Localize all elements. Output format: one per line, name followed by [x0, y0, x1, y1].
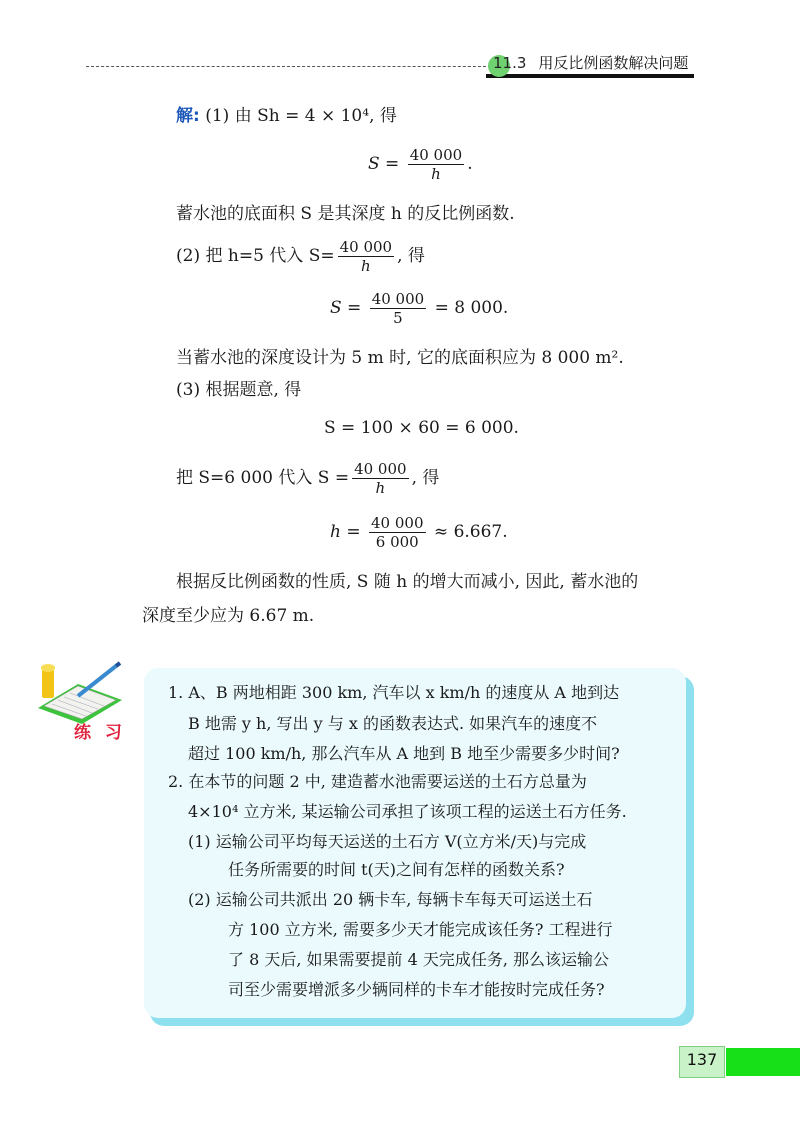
fraction: $\frac{40 000}{6 000}$ [371, 514, 424, 551]
solution-part3-substitution: 把 S=6 000 代入 S = $\frac{40 000}{h}$ , 得 [176, 460, 440, 497]
header-solid-rule [486, 74, 694, 78]
exercise-q2b-line1: (2) 运输公司共派出 20 辆卡车, 每辆卡车每天可运送土石 [188, 890, 593, 909]
solution-part3-intro: (3) 根据题意, 得 [176, 380, 302, 400]
fraction: $\frac{40 000}{h}$ [409, 146, 463, 183]
solution-part2-intro: (2) 把 h=5 代入 S= $\frac{40 000}{h}$ , 得 [176, 238, 425, 275]
exercise-q2a-line2: 任务所需要的时间 t(天)之间有怎样的函数关系? [228, 860, 565, 879]
exercise-q1-line2: B 地需 y h, 写出 y 与 x 的函数表达式. 如果汽车的速度不 [188, 714, 598, 733]
solution-final-line2: 深度至少应为 6.67 m. [142, 606, 315, 626]
solution-part1-conclusion: 蓄水池的底面积 S 是其深度 h 的反比例函数. [176, 204, 515, 224]
section-number: 11.3 [493, 54, 527, 72]
practice-notebook-icon [30, 656, 130, 726]
exercise-q2b-line4: 司至少需要增派多少辆同样的卡车才能按时完成任务? [228, 980, 605, 999]
page-number: 137 [686, 1050, 718, 1069]
exercise-q2a-line1: (1) 运输公司平均每天运送的土石方 V(立方米/天)与完成 [188, 832, 587, 851]
page-number-bar [726, 1048, 800, 1076]
equation-3: S = 100 × 60 = 6 000. [324, 418, 519, 438]
header-dashed-rule [86, 66, 496, 67]
solution-part2-conclusion: 当蓄水池的深度设计为 5 m 时, 它的底面积应为 8 000 m². [176, 348, 624, 368]
solution-label: 解: [176, 106, 200, 126]
exercise-q1-line1: 1. A、B 两地相距 300 km, 汽车以 x km/h 的速度从 A 地到达 [168, 683, 620, 702]
equation-4: h = $\frac{40 000}{6 000}$ ≈ 6.667. [330, 514, 508, 551]
solution-part1-intro: 解: (1) 由 Sh = 4 × 10⁴, 得 [176, 106, 397, 126]
fraction: $\frac{40 000}{h}$ [339, 238, 393, 275]
fraction: $\frac{40 000}{5}$ [371, 290, 425, 327]
equation-1: S = $\frac{40 000}{h}$ . [368, 146, 473, 183]
practice-label: 练 习 [74, 723, 126, 743]
exercise-q2-line1: 2. 在本节的问题 2 中, 建造蓄水池需要运送的土石方总量为 [168, 772, 587, 791]
exercise-q2b-line2: 方 100 立方米, 需要多少天才能完成该任务? 工程进行 [228, 920, 613, 939]
exercise-q1-line3: 超过 100 km/h, 那么汽车从 A 地到 B 地至少需要多少时间? [188, 744, 620, 763]
running-header [493, 52, 688, 73]
section-title: 用反比例函数解决问题 [538, 54, 689, 72]
exercise-q2b-line3: 了 8 天后, 如果需要提前 4 天完成任务, 那么该运输公 [228, 950, 610, 969]
exercise-q2-line2: 4×10⁴ 立方米, 某运输公司承担了该项工程的运送土石方任务. [188, 802, 627, 821]
fraction: $\frac{40 000}{h}$ [354, 460, 407, 497]
solution-final-line1: 根据反比例函数的性质, S 随 h 的增大而减小, 因此, 蓄水池的 [176, 572, 639, 592]
equation-2: S = $\frac{40 000}{5}$ = 8 000. [330, 290, 509, 327]
